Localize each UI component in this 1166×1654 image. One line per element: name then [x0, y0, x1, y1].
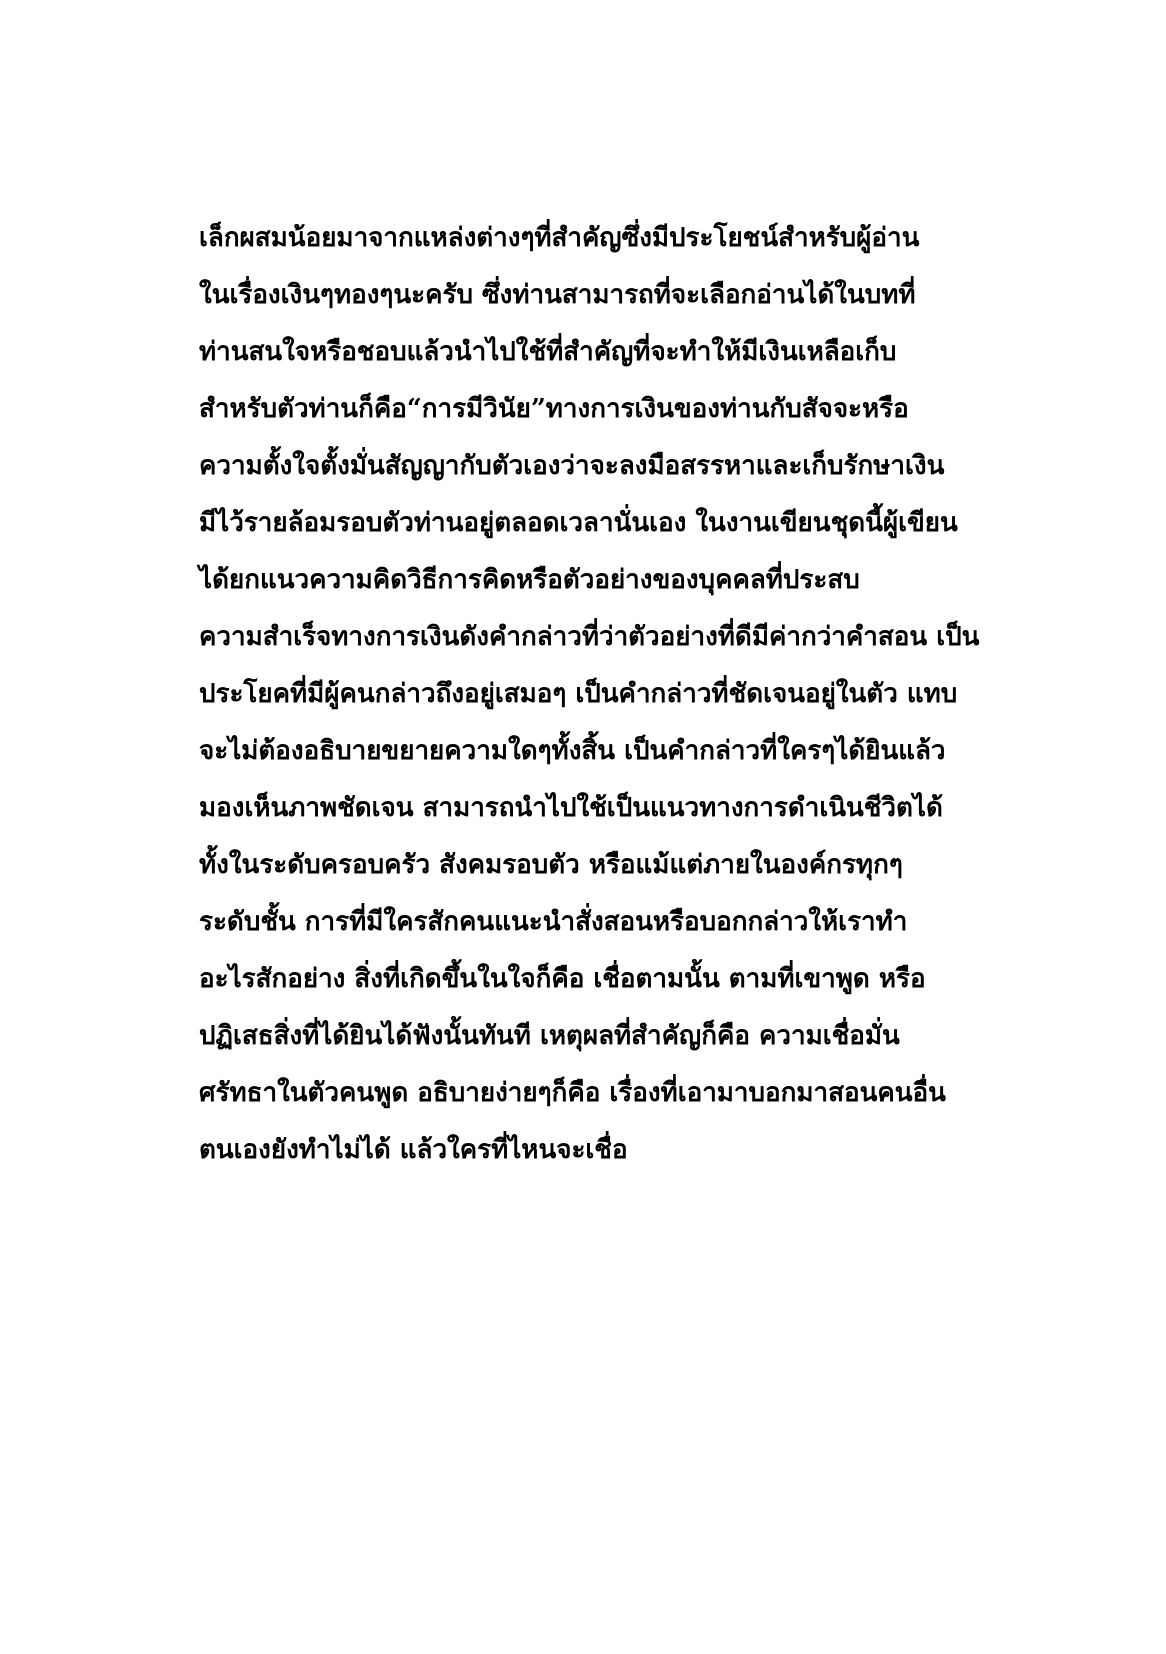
paragraph-line: สำหรับตัวท่านก็คือ“การมีวินัย”ทางการเงินของท่านกับสัจจะหรือ: [199, 394, 909, 424]
paragraph-line: ประโยคที่มีผู้คนกล่าวถึงอยู่เสมอๆ เป็นคำกล่าวที่ชัดเจนอยู่ในตัว แทบ: [199, 679, 958, 709]
paragraph-line: จะไม่ต้องอธิบายขยายความใดๆทั้งสิ้น เป็นคำกล่าวที่ใครๆได้ยินแล้ว: [199, 736, 946, 766]
paragraph-line: ทั้งในระดับครอบครัว สังคมรอบตัว หรือแม้แต่ภายในองค์กรทุกๆ: [199, 850, 903, 880]
paragraph-line: ในเรื่องเงินๆทองๆนะครับ ซึ่งท่านสามารถที่จะเลือกอ่านได้ในบทที่: [199, 280, 916, 310]
paragraph-line: ตนเองยังทำไม่ได้ แล้วใครที่ไหนจะเชื่อ: [199, 1135, 628, 1165]
paragraph-line: เล็กผสมน้อยมาจากแหล่งต่างๆที่สำคัญซึ่งมีประโยชน์สำหรับผู้อ่าน: [199, 223, 920, 253]
paragraph-line: ระดับชั้น การที่มีใครสักคนแนะนำสั่งสอนหรือบอกกล่าวให้เราทำ: [199, 907, 908, 937]
paragraph-line: ปฏิเสธสิ่งที่ได้ยินได้ฟังนั้นทันที เหตุผลที่สำคัญก็คือ ความเชื่อมั่น: [199, 1021, 900, 1051]
body-paragraph: [199, 210, 999, 1179]
paragraph-line: ศรัทธาในตัวคนพูด อธิบายง่ายๆก็คือ เรื่องที่เอามาบอกมาสอนคนอื่น: [199, 1078, 946, 1108]
paragraph-line: ความสำเร็จทางการเงินดังคำกล่าวที่ว่าตัวอย่างที่ดีมีค่ากว่าคำสอน เป็น: [199, 622, 980, 652]
paragraph-line: ท่านสนใจหรือชอบแล้วนำไปใช้ที่สำคัญที่จะทำให้มีเงินเหลือเก็บ: [199, 337, 897, 367]
paragraph-line: ความตั้งใจตั้งมั่นสัญญากับตัวเองว่าจะลงมือสรรหาและเก็บรักษาเงิน: [199, 451, 945, 481]
paragraph-line: อะไรสักอย่าง สิ่งที่เกิดขึ้นในใจก็คือ เชื่อตามนั้น ตามที่เขาพูด หรือ: [199, 964, 926, 994]
paragraph-line: ได้ยกแนวความคิดวิธีการคิดหรือตัวอย่างของบุคคลที่ประสบ: [199, 565, 860, 595]
paragraph-line: มีไว้รายล้อมรอบตัวท่านอยู่ตลอดเวลานั่นเอง ในงานเขียนชุดนี้ผู้เขียน: [199, 508, 958, 538]
paragraph-line: มองเห็นภาพชัดเจน สามารถนำไปใช้เป็นแนวทางการดำเนินชีวิตได้: [199, 793, 943, 823]
